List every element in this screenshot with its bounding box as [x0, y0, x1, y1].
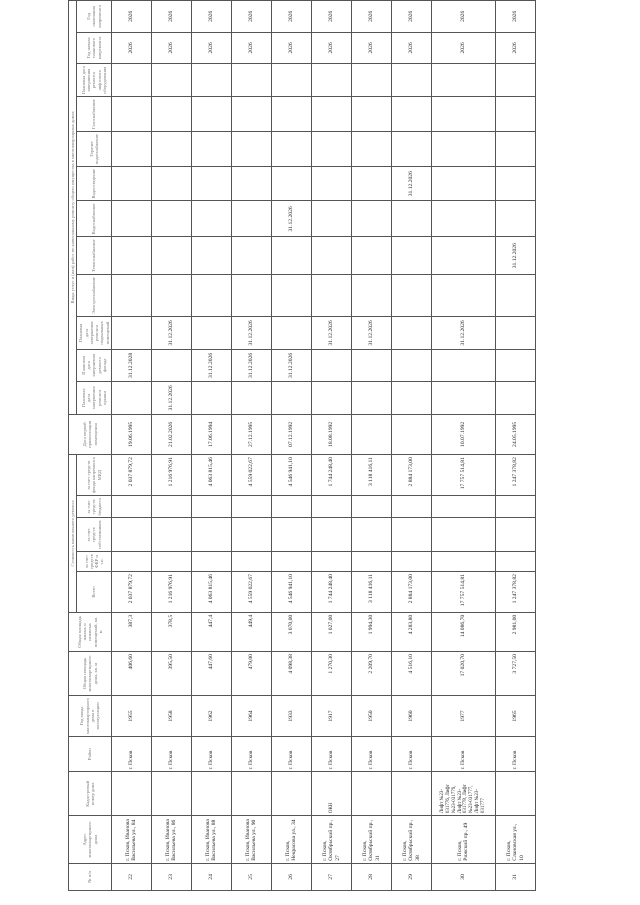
- cell-cost-owners: [191, 518, 231, 552]
- cell-year-end: 2026: [191, 1, 231, 33]
- header-date-privatization: Дата первой приватизации помещения: [69, 414, 112, 454]
- table-row: [431, 1, 495, 891]
- cell-area-residential: 449,4: [231, 612, 271, 651]
- header-s-sewer: Водоотведение: [77, 166, 112, 201]
- cell-s-gas: [271, 97, 311, 132]
- cell-cost-total: 4 559 022,67: [231, 572, 271, 613]
- cell-cost-budget: [191, 496, 231, 518]
- cell-year-built: 1917: [311, 696, 351, 737]
- cell-year-plan: 2026: [431, 32, 495, 64]
- cell-cadastral: [231, 772, 271, 816]
- cell-row-number: 23: [151, 863, 191, 890]
- header-cost-group: Стоимость капитального ремонта: [69, 455, 77, 613]
- cell-w-basement: [391, 317, 431, 349]
- cell-s-heat: [191, 237, 231, 275]
- cell-s-heat: [431, 237, 495, 275]
- cell-w-facade: 31.12.2026: [271, 349, 311, 381]
- cell-row-number: 28: [351, 863, 391, 890]
- cell-cost-owners: [271, 518, 311, 552]
- cell-w-facade: [311, 349, 351, 381]
- cell-s-electric: [151, 275, 191, 317]
- cell-s-sewer: [111, 166, 151, 201]
- table-row: [311, 1, 351, 891]
- cell-w-lift: [391, 64, 431, 97]
- cell-year-plan: 2026: [231, 32, 271, 64]
- cell-year-built: 1958: [151, 696, 191, 737]
- cell-date-privatization: [351, 414, 391, 454]
- cell-s-water: [311, 201, 351, 237]
- cell-row-number: 25: [231, 863, 271, 890]
- cell-year-end: 2026: [495, 1, 535, 33]
- cell-cost-mkd: 3 118 416,11: [351, 455, 391, 496]
- cell-year-built: 1977: [431, 696, 495, 737]
- cell-year-end: 2026: [431, 1, 495, 33]
- cell-district: г. Псков: [151, 736, 191, 772]
- cell-area-residential: 4 283,80: [391, 612, 431, 651]
- cell-year-built: 1965: [495, 696, 535, 737]
- cell-row-number: 29: [391, 863, 431, 890]
- cell-w-lift: [111, 64, 151, 97]
- cell-cost-budget: [151, 496, 191, 518]
- cell-year-plan: 2026: [495, 32, 535, 64]
- cell-cost-total: 2 037 879,72: [111, 572, 151, 613]
- cell-area-residential: 1 027,00: [311, 612, 351, 651]
- table-row: [271, 1, 311, 891]
- cell-w-basement: [495, 317, 535, 349]
- cell-w-roof: [495, 382, 535, 414]
- cell-w-facade: [391, 349, 431, 381]
- cell-row-number: 27: [311, 863, 351, 890]
- cell-area-total: 4 098,38: [271, 652, 311, 696]
- cell-area-total: 3 727,50: [495, 652, 535, 696]
- cell-s-gas: [391, 97, 431, 132]
- header-s-heat: Теплоснабжение: [77, 237, 112, 275]
- cell-district: г. Псков: [351, 736, 391, 772]
- cell-w-roof: [231, 382, 271, 414]
- cell-s-sewer: [271, 166, 311, 201]
- header-works-group: Виды услуг и (или) работ по капитальному ремонту общего имущества в многоквартирных домах: [69, 1, 77, 415]
- cell-area-total: 17 020,70: [431, 652, 495, 696]
- cell-w-roof: [191, 382, 231, 414]
- cell-area-residential: 1 994,30: [351, 612, 391, 651]
- cell-cadastral: Лифт №23-031776, Лифт №23-031779, Лифт №23-031778, Лифт №23-031777, Лифт №23-031777: [431, 772, 495, 816]
- cell-cost-budget: [271, 496, 311, 518]
- cell-cost-mkd: 4 063 815,46: [191, 455, 231, 496]
- cell-cost-budget: [495, 496, 535, 518]
- cell-cost-mkd: 17 757 514,81: [431, 455, 495, 496]
- cell-area-total: 479,00: [231, 652, 271, 696]
- cell-s-electric: [391, 275, 431, 317]
- cell-year-plan: 2026: [351, 32, 391, 64]
- cell-w-lift: [431, 64, 495, 97]
- cell-cadastral: [151, 772, 191, 816]
- cell-cost-budget: [311, 496, 351, 518]
- cell-cost-fund: [351, 552, 391, 572]
- cell-s-heat: 31.12.2026: [495, 237, 535, 275]
- cell-cadastral: [191, 772, 231, 816]
- cell-s-heat: [311, 237, 351, 275]
- cell-cost-total: 4 063 815,46: [191, 572, 231, 613]
- cell-s-gas: [111, 97, 151, 132]
- cell-w-facade: 31.12.2026: [231, 349, 271, 381]
- cell-address: г. Псков, Октябрьский пр., 38: [391, 816, 431, 864]
- cell-area-residential: 387,3: [111, 612, 151, 651]
- cell-s-sewer: [431, 166, 495, 201]
- cell-cost-total: 17 757 514,81: [431, 572, 495, 613]
- cell-cost-mkd: 2 037 879,72: [111, 455, 151, 496]
- header-year-plan: Год начала планового капремонта: [77, 32, 112, 64]
- table-row: [151, 1, 191, 891]
- header-w-lift: Плановая дата завершения ремонта лифтового оборудования: [77, 64, 112, 97]
- cell-date-privatization: 10.07.1992: [431, 414, 495, 454]
- header-s-gas: Газоснабжение: [77, 97, 112, 132]
- cell-s-electric: [311, 275, 351, 317]
- cell-address: г. Псков, Рижский пр., 49: [431, 816, 495, 864]
- cell-s-sewer: [311, 166, 351, 201]
- cell-s-hotwater: [351, 132, 391, 167]
- cell-district: г. Псков: [495, 736, 535, 772]
- cell-year-end: 2026: [351, 1, 391, 33]
- cell-s-electric: [191, 275, 231, 317]
- header-cost-owners: за счет средств собственников: [77, 518, 112, 552]
- cell-cost-mkd: 4 546 941,10: [271, 455, 311, 496]
- cell-cadastral: [351, 772, 391, 816]
- table-row: [495, 1, 535, 891]
- cell-s-water: [391, 201, 431, 237]
- cell-cost-fund: [495, 552, 535, 572]
- table-row: [391, 1, 431, 891]
- cell-cost-total: 1 744 248,40: [311, 572, 351, 613]
- cell-cadastral: [495, 772, 535, 816]
- cell-row-number: 24: [191, 863, 231, 890]
- cell-address: г. Псков, Октябрьский пр., 31: [351, 816, 391, 864]
- cell-year-end: 2026: [311, 1, 351, 33]
- cell-s-water: [495, 201, 535, 237]
- cell-cost-budget: [111, 496, 151, 518]
- cell-s-hotwater: [151, 132, 191, 167]
- cell-w-lift: [311, 64, 351, 97]
- cell-cost-budget: [391, 496, 431, 518]
- cell-s-heat: [271, 237, 311, 275]
- cell-w-lift: [495, 64, 535, 97]
- cell-cost-fund: [191, 552, 231, 572]
- cell-year-end: 2026: [231, 1, 271, 33]
- cell-area-residential: 2 981,00: [495, 612, 535, 651]
- cell-date-privatization: 07.12.1992: [271, 414, 311, 454]
- cell-s-water: [351, 201, 391, 237]
- cell-s-electric: [111, 275, 151, 317]
- cell-s-hotwater: [495, 132, 535, 167]
- cell-w-basement: 31.12.2026: [431, 317, 495, 349]
- cell-w-lift: [351, 64, 391, 97]
- header-year-built: Год ввода многоквартирного дома в эксплуатацию: [69, 696, 112, 737]
- cell-s-hotwater: [391, 132, 431, 167]
- cell-w-roof: [351, 382, 391, 414]
- cell-cost-owners: [351, 518, 391, 552]
- cell-cadastral: ОКН: [311, 772, 351, 816]
- cell-w-basement: 31.12.2026: [351, 317, 391, 349]
- header-w-basement: Плановая дата завершения ремонта подвальных помещений: [77, 317, 112, 349]
- cell-cost-fund: [271, 552, 311, 572]
- cell-cost-mkd: 1 247 378,82: [495, 455, 535, 496]
- header-num: № п/п: [69, 863, 112, 890]
- cell-address: г. Псков, Некрасова ул., 34: [271, 816, 311, 864]
- cell-cost-fund: [431, 552, 495, 572]
- cell-s-gas: [311, 97, 351, 132]
- header-cost-budget: за счет средств бюджета: [77, 496, 112, 518]
- cell-s-heat: [111, 237, 151, 275]
- cell-s-water: [151, 201, 191, 237]
- cell-w-roof: [271, 382, 311, 414]
- cell-s-water: [111, 201, 151, 237]
- cell-s-gas: [231, 97, 271, 132]
- cell-year-end: 2026: [151, 1, 191, 33]
- cell-s-gas: [495, 97, 535, 132]
- cell-s-gas: [191, 97, 231, 132]
- cell-s-sewer: [191, 166, 231, 201]
- cell-s-sewer: [495, 166, 535, 201]
- cell-s-electric: [431, 275, 495, 317]
- cell-cadastral: [271, 772, 311, 816]
- cell-cost-mkd: 1 744 248,40: [311, 455, 351, 496]
- cell-year-built: 1964: [231, 696, 271, 737]
- cell-s-hotwater: [431, 132, 495, 167]
- cell-cost-owners: [111, 518, 151, 552]
- cell-address: г. Псков, Слановская ул., 10: [495, 816, 535, 864]
- cell-cost-total: 3 118 416,11: [351, 572, 391, 613]
- cell-s-electric: [495, 275, 535, 317]
- cell-address: г. Псков, Ивановa Васильева ул., 86: [151, 816, 191, 864]
- cell-s-gas: [351, 97, 391, 132]
- table-row: [111, 1, 151, 891]
- cell-area-total: 395,50: [151, 652, 191, 696]
- table-row: [191, 1, 231, 891]
- cell-district: г. Псков: [191, 736, 231, 772]
- cell-w-facade: [495, 349, 535, 381]
- cell-w-basement: 31.12.2026: [311, 317, 351, 349]
- cell-row-number: 30: [431, 863, 495, 890]
- cell-year-end: 2026: [271, 1, 311, 33]
- cell-s-water: [431, 201, 495, 237]
- header-year-end: Год окончания капремонта: [77, 1, 112, 33]
- cell-cadastral: [111, 772, 151, 816]
- cell-w-basement: [191, 317, 231, 349]
- cell-w-roof: 31.12.2026: [151, 382, 191, 414]
- cell-s-water: [231, 201, 271, 237]
- cell-cost-mkd: 2 884 173,00: [391, 455, 431, 496]
- cell-cost-budget: [231, 496, 271, 518]
- cell-s-hotwater: [111, 132, 151, 167]
- cell-district: г. Псков: [431, 736, 495, 772]
- cell-w-roof: [431, 382, 495, 414]
- cell-s-hotwater: [271, 132, 311, 167]
- cell-s-electric: [271, 275, 311, 317]
- cell-date-privatization: 21.02.2026: [151, 414, 191, 454]
- cell-w-basement: [111, 317, 151, 349]
- cell-date-privatization: 24.05.1995: [495, 414, 535, 454]
- cell-s-sewer: [231, 166, 271, 201]
- header-s-hotwater: Горячее водоснабжение: [77, 132, 112, 167]
- cell-s-water: [191, 201, 231, 237]
- cell-cost-budget: [351, 496, 391, 518]
- cell-s-electric: [351, 275, 391, 317]
- header-s-water: Водоснабжение: [77, 201, 112, 237]
- cell-s-heat: [151, 237, 191, 275]
- cell-year-built: 1950: [351, 696, 391, 737]
- cell-cost-owners: [231, 518, 271, 552]
- cell-year-end: 2026: [391, 1, 431, 33]
- cell-area-residential: 378,5: [151, 612, 191, 651]
- cell-year-plan: 2026: [311, 32, 351, 64]
- cell-w-lift: [151, 64, 191, 97]
- cell-address: г. Псков, Ивановa Васильева ул., 88: [191, 816, 231, 864]
- cell-s-gas: [151, 97, 191, 132]
- cell-year-plan: 2026: [111, 32, 151, 64]
- cell-cost-total: 1 216 976,91: [151, 572, 191, 613]
- cell-year-end: 2026: [111, 1, 151, 33]
- cell-w-lift: [271, 64, 311, 97]
- cell-s-hotwater: [311, 132, 351, 167]
- cell-address: г. Псков, Ивановa Васильева ул., 90: [231, 816, 271, 864]
- cell-w-facade: [351, 349, 391, 381]
- cell-area-total: 2 209,70: [351, 652, 391, 696]
- cell-s-sewer: 31.12.2026: [391, 166, 431, 201]
- cell-cost-owners: [311, 518, 351, 552]
- cell-cost-mkd: 4 559 022,67: [231, 455, 271, 496]
- cell-cost-fund: [151, 552, 191, 572]
- cell-s-water: 31.12.2026: [271, 201, 311, 237]
- cell-cost-owners: [431, 518, 495, 552]
- cell-w-facade: [151, 349, 191, 381]
- cell-row-number: 22: [111, 863, 151, 890]
- cell-s-heat: [231, 237, 271, 275]
- cell-s-sewer: [351, 166, 391, 201]
- cell-s-hotwater: [231, 132, 271, 167]
- cell-w-basement: [271, 317, 311, 349]
- cell-w-roof: [311, 382, 351, 414]
- cell-cost-mkd: 1 216 976,91: [151, 455, 191, 496]
- cell-district: г. Псков: [391, 736, 431, 772]
- cell-w-facade: 31.12.2028: [111, 349, 151, 381]
- cell-area-residential: 3 070,00: [271, 612, 311, 651]
- cell-w-roof: [111, 382, 151, 414]
- cell-cost-owners: [495, 518, 535, 552]
- cell-date-privatization: 17.06.1994: [191, 414, 231, 454]
- cell-cost-fund: [391, 552, 431, 572]
- cell-district: г. Псков: [271, 736, 311, 772]
- header-cost-fund: за счет средств ФКР и т.п.: [77, 552, 112, 572]
- cell-address: г. Псков, Ивановa Васильева ул., 84: [111, 816, 151, 864]
- cell-year-plan: 2026: [191, 32, 231, 64]
- cell-cost-fund: [111, 552, 151, 572]
- cell-w-lift: [191, 64, 231, 97]
- cell-year-plan: 2026: [391, 32, 431, 64]
- cell-cost-fund: [231, 552, 271, 572]
- cell-area-total: 1 270,30: [311, 652, 351, 696]
- capital-repair-table: [68, 0, 536, 891]
- cell-s-heat: [391, 237, 431, 275]
- table-row: [351, 1, 391, 891]
- cell-year-built: 1962: [191, 696, 231, 737]
- cell-date-privatization: 18.08.1992: [311, 414, 351, 454]
- header-s-electric: Электроснабжение: [77, 275, 112, 317]
- cell-cadastral: [391, 772, 431, 816]
- cell-date-privatization: [391, 414, 431, 454]
- header-cadastral: Кадастровый номер дома: [69, 772, 112, 816]
- cell-s-heat: [351, 237, 391, 275]
- cell-w-roof: [391, 382, 431, 414]
- cell-row-number: 26: [271, 863, 311, 890]
- cell-cost-fund: [311, 552, 351, 572]
- cell-district: г. Псков: [231, 736, 271, 772]
- cell-s-hotwater: [191, 132, 231, 167]
- cell-area-total: 447,60: [191, 652, 231, 696]
- header-w-roof: Плановая дата завершения ремонта крыши: [77, 382, 112, 414]
- cell-cost-total: 2 884 173,00: [391, 572, 431, 613]
- cell-district: г. Псков: [311, 736, 351, 772]
- cell-w-facade: [431, 349, 495, 381]
- cell-cost-total: 4 546 941,10: [271, 572, 311, 613]
- cell-row-number: 31: [495, 863, 535, 890]
- cell-area-residential: 447,4: [191, 612, 231, 651]
- cell-address: г. Псков, Октябрьский пр., 27: [311, 816, 351, 864]
- cell-w-basement: 31.12.2026: [231, 317, 271, 349]
- cell-date-privatization: 19.06.1995: [111, 414, 151, 454]
- cell-cost-owners: [151, 518, 191, 552]
- header-cost-mkd: за счет средств фонда капремонта МКД: [77, 455, 112, 496]
- cell-year-built: 1960: [391, 696, 431, 737]
- cell-district: г. Псков: [111, 736, 151, 772]
- cell-area-total: 406,60: [111, 652, 151, 696]
- header-w-facade: Плановая дата завершения ремонта фасада: [77, 349, 112, 381]
- cell-w-basement: 31.12.2026: [151, 317, 191, 349]
- cell-cost-budget: [431, 496, 495, 518]
- cell-year-plan: 2026: [271, 32, 311, 64]
- cell-s-gas: [431, 97, 495, 132]
- table-row: [231, 1, 271, 891]
- cell-area-residential: 14 086,70: [431, 612, 495, 651]
- cell-w-facade: 31.12.2026: [191, 349, 231, 381]
- cell-date-privatization: 27.12.1995: [231, 414, 271, 454]
- cell-w-lift: [231, 64, 271, 97]
- header-district: Район: [69, 736, 112, 772]
- cell-s-electric: [231, 275, 271, 317]
- cell-s-sewer: [151, 166, 191, 201]
- header-cost-total: Всего: [77, 572, 112, 613]
- cell-year-built: 1933: [271, 696, 311, 737]
- cell-year-built: 1955: [111, 696, 151, 737]
- cell-cost-total: 1 247 378,82: [495, 572, 535, 613]
- header-area-residential: Общая площадь жилых и нежилых помещений, кв. м: [69, 612, 112, 651]
- cell-area-total: 4 516,10: [391, 652, 431, 696]
- header-area-total: Общая площадь многоквартирного дома, кв. м: [69, 652, 112, 696]
- cell-year-plan: 2026: [151, 32, 191, 64]
- header-row-group: [69, 1, 77, 891]
- header-address: Адрес многоквартирного дома: [69, 816, 112, 864]
- cell-cost-owners: [391, 518, 431, 552]
